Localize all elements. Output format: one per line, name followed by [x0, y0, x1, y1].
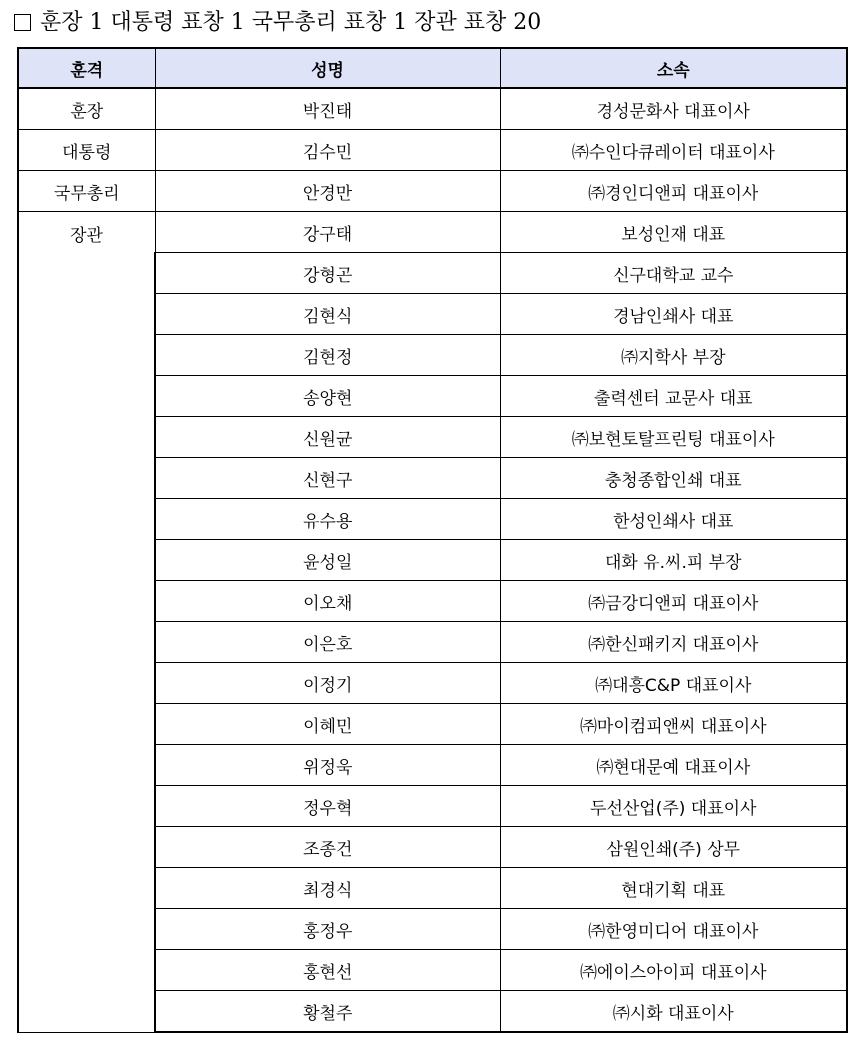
affiliation-cell: ㈜수인다큐레이터 대표이사 [500, 130, 847, 171]
grade-cell: 장관 [18, 212, 155, 1033]
header-grade: 훈격 [18, 48, 155, 88]
affiliation-cell: 현대기획 대표 [500, 868, 847, 909]
affiliation-cell: 경남인쇄사 대표 [500, 294, 847, 335]
affiliation-cell: 출력센터 교문사 대표 [500, 376, 847, 417]
name-cell: 조종건 [155, 827, 500, 868]
name-cell: 박진태 [155, 88, 500, 130]
name-cell: 김현정 [155, 335, 500, 376]
name-cell: 신원균 [155, 417, 500, 458]
affiliation-cell: ㈜금강디앤피 대표이사 [500, 581, 847, 622]
table-row [18, 212, 847, 253]
affiliation-cell: ㈜보현토탈프린팅 대표이사 [500, 417, 847, 458]
affiliation-cell: 한성인쇄사 대표 [500, 499, 847, 540]
checkbox-square-icon [14, 14, 31, 31]
name-cell: 황철주 [155, 991, 500, 1033]
name-cell: 김수민 [155, 130, 500, 171]
name-cell: 안경만 [155, 171, 500, 212]
name-cell: 신현구 [155, 458, 500, 499]
affiliation-cell: 대화 유.씨.피 부장 [500, 540, 847, 581]
affiliation-cell: 경성문화사 대표이사 [500, 88, 847, 130]
table-body [18, 88, 847, 1032]
affiliation-cell: 신구대학교 교수 [500, 253, 847, 294]
name-cell: 이은호 [155, 622, 500, 663]
affiliation-cell: ㈜한영미디어 대표이사 [500, 909, 847, 950]
grade-cell: 국무총리 [18, 171, 155, 212]
name-cell: 김현식 [155, 294, 500, 335]
name-cell: 윤성일 [155, 540, 500, 581]
page-heading [14, 6, 541, 40]
awards-table [17, 47, 848, 1033]
name-cell: 이오채 [155, 581, 500, 622]
name-cell: 홍현선 [155, 950, 500, 991]
name-cell: 위정욱 [155, 745, 500, 786]
table-row [18, 88, 847, 130]
table-header-row [18, 48, 847, 88]
name-cell: 이혜민 [155, 704, 500, 745]
name-cell: 강구태 [155, 212, 500, 253]
affiliation-cell: ㈜시화 대표이사 [500, 991, 847, 1033]
affiliation-cell: 삼원인쇄(주) 상무 [500, 827, 847, 868]
header-affiliation: 소속 [500, 48, 847, 88]
affiliation-cell: ㈜지학사 부장 [500, 335, 847, 376]
grade-cell: 훈장 [18, 88, 155, 130]
affiliation-cell: ㈜에이스아이피 대표이사 [500, 950, 847, 991]
name-cell: 송양현 [155, 376, 500, 417]
header-name: 성명 [155, 48, 500, 88]
affiliation-cell: 보성인재 대표 [500, 212, 847, 253]
affiliation-cell: ㈜대흥C&P 대표이사 [500, 663, 847, 704]
affiliation-cell: 충청종합인쇄 대표 [500, 458, 847, 499]
affiliation-cell: ㈜경인디앤피 대표이사 [500, 171, 847, 212]
heading-text: 훈장 1 대통령 표창 1 국무총리 표창 1 장관 표창 20 [40, 10, 542, 35]
affiliation-cell: 두선산업(주) 대표이사 [500, 786, 847, 827]
affiliation-cell: ㈜한신패키지 대표이사 [500, 622, 847, 663]
name-cell: 최경식 [155, 868, 500, 909]
grade-cell: 대통령 [18, 130, 155, 171]
affiliation-cell: ㈜현대문예 대표이사 [500, 745, 847, 786]
affiliation-cell: ㈜마이컴피앤씨 대표이사 [500, 704, 847, 745]
name-cell: 유수용 [155, 499, 500, 540]
table-row [18, 130, 847, 171]
name-cell: 정우혁 [155, 786, 500, 827]
name-cell: 강형곤 [155, 253, 500, 294]
name-cell: 이정기 [155, 663, 500, 704]
name-cell: 홍정우 [155, 909, 500, 950]
table-row [18, 171, 847, 212]
